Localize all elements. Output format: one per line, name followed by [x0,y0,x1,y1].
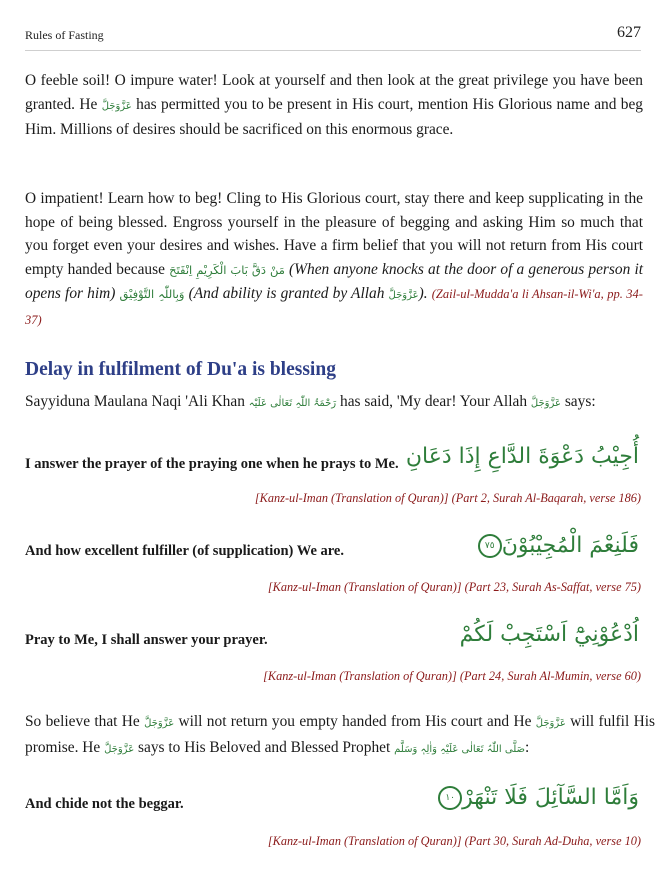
verse-arabic-4 [434,785,639,810]
page-number: 627 [617,24,641,41]
tawfiq-translation: (And ability is granted by Allah [188,285,385,303]
verse-arabic-3 [460,622,639,647]
paragraph-1 [25,69,643,142]
p4-text-b: will not return you empty handed from His court and He [178,713,532,730]
verse-number-mark: ٧٥ [478,534,502,558]
p3-text-b: has said, 'My dear! Your Allah [340,393,528,410]
verse-arabic-2 [474,533,639,558]
running-head: Rules of Fasting [25,28,104,42]
p4-text-c: will fulfil His promise. He [25,713,655,756]
verse-translation-4: And chide not the beggar. [25,796,184,812]
salat-arabic: صَلَّی اللّٰہُ تَعَالٰی عَلَیْہِ وَاٰلِہٖ وَسَلَّم [394,743,526,755]
verse-arabic-text: وَاَمَّا السَّآئِلَ فَلَا تَنْهَرْ [462,785,639,810]
verse-arabic-text: فَلَنِعْمَ الْمُجِيْبُوْنَ [501,533,639,558]
verse-translation-1: I answer the prayer of the praying one when he prays to Me. [25,456,399,472]
verse-arabic-text: اُدْعُوْنِيْٓ اَسْتَجِبْ لَكُمْ [459,622,639,647]
honorific-arabic: عَزَّوَجَلَّ [388,290,419,302]
verse-reference-1: [Kanz-ul-Iman (Translation of Quran)] (Part 2, Surah Al-Baqarah, verse 186) [254,491,641,505]
p3-text-a: Sayyiduna Maulana Naqi 'Ali Khan [25,393,245,410]
verse-translation-2: And how excellent fulfiller (of supplication) We are. [25,543,344,559]
verse-translation-3: Pray to Me, I shall answer your prayer. [25,632,268,648]
rahmah-arabic: رَحْمَۃُ اللّٰہِ تَعَالٰی عَلَیْہ [248,398,337,409]
honorific-arabic: عَزَّوَجَلَّ [144,718,175,729]
verse-reference-3: [Kanz-ul-Iman (Translation of Quran)] (Part 24, Surah Al-Mumin, verse 60) [263,669,641,683]
saying-translation: (When anyone knocks at the door of a generous person it opens for him) [25,260,643,303]
section-heading: Delay in fulfilment of Du'a is blessing [25,359,336,380]
translation-close: ). [418,285,428,303]
paragraph-4 [25,710,655,761]
honorific-arabic: عَزَّوَجَلَّ [535,718,566,729]
honorific-arabic: عَزَّوَجَلَّ [101,100,132,112]
p1-text-a: O feeble soil! O impure water! Look at yourself and then look at the great privilege you have been granted. He [25,72,643,113]
paragraph-3 [25,390,655,416]
p1-text-b: has permitted you to be present in His court, mention His Glorious name and beg Him. Millions of desires should be sacrificed on this enormous grace. [25,95,644,139]
verse-arabic-text: أُجِيْبُ دَعْوَةَ الدَّاعِ إِذَا دَعَانِ [405,444,639,469]
page-header [25,24,641,51]
arabic-tawfiq: وَبِاللّٰہِ التَّوْفِيْق [119,287,185,302]
p4-colon: : [525,738,530,756]
honorific-arabic: عَزَّوَجَلَّ [104,743,135,755]
p4-text-a: So believe that He [25,713,140,730]
verse-number-mark: ١٠ [438,786,462,810]
p2-text-a: O impatient! Learn how to beg! Cling to His Glorious court, stay there and keep supplicating in the hope of being blessed. Engross yourself in the pleasure of begging and asking Him so much that you forget even your desires and wishes. Have a firm belief that you will not return from His court empty handed because [25,190,643,278]
p3-text-c: says: [564,393,596,410]
p4-text-d: says to His Beloved and Blessed Prophet [138,738,391,756]
verse-arabic-1 [406,444,639,469]
honorific-arabic: عَزَّوَجَلَّ [530,398,561,409]
source-citation: (Zail-ul-Mudda'a li Ahsan-il-Wi'a, pp. 34-37) [25,287,643,327]
paragraph-2 [25,187,643,333]
arabic-saying: مَنْ دَقَّ بَابَ الْكَرِيْمِ اِنْفَتَحَ [169,262,285,277]
verse-reference-4: [Kanz-ul-Iman (Translation of Quran)] (Part 30, Surah Ad-Duha, verse 10) [267,834,641,848]
verse-reference-2: [Kanz-ul-Iman (Translation of Quran)] (Part 23, Surah As-Saffat, verse 75) [267,580,641,594]
